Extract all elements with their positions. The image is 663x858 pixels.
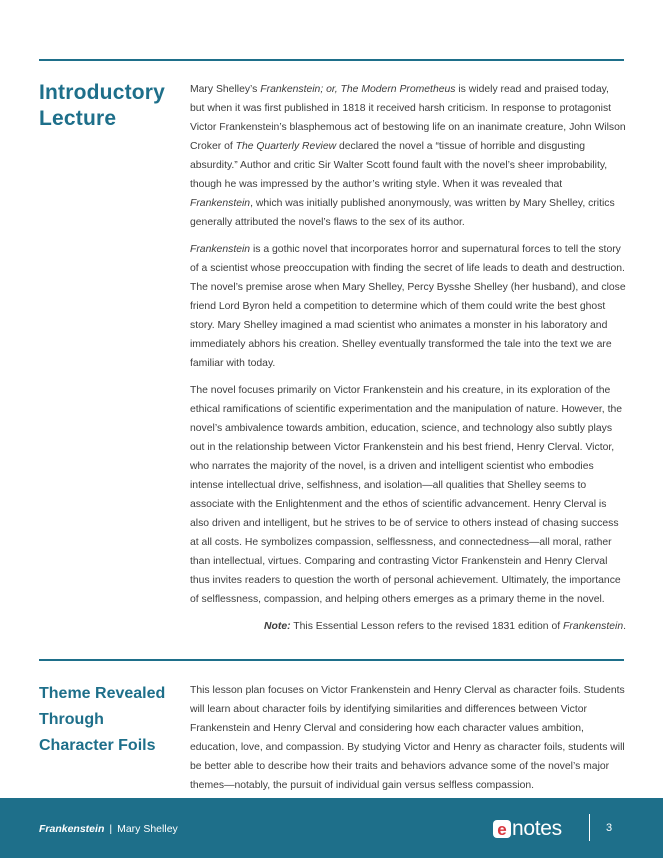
theme-revealed-body bbox=[190, 681, 626, 803]
enotes-logo bbox=[493, 816, 562, 842]
text-run: is widely read and praised today, but when it was first published in 1818 it received harsh criticism. In response to protagonist Victor Frankenstein’s blasphemous act of bestowing life on an inanimate creature, John Wilson Croker of bbox=[190, 84, 626, 152]
heading-line: Character Foils bbox=[39, 737, 156, 754]
introductory-lecture-body bbox=[190, 80, 626, 644]
note-text: This Essential Lesson refers to the revised 1831 edition of bbox=[290, 621, 564, 632]
paragraph bbox=[190, 240, 626, 373]
section-heading-theme-revealed bbox=[39, 681, 179, 759]
paragraph bbox=[190, 80, 626, 232]
heading-line: Through bbox=[39, 711, 104, 728]
text-run: declared the novel a “tissue of horrible and disgusting absurdity.” Author and critic Sir Walter Scott found fault with the novel’s sheer improbability, though he was impressed by the author’s writing style. When it was revealed that bbox=[190, 141, 608, 190]
page-number: 3 bbox=[606, 822, 613, 834]
italic-text: The Quarterly Review bbox=[235, 141, 337, 152]
paragraph bbox=[190, 381, 626, 609]
section-heading-introductory-lecture bbox=[39, 80, 179, 132]
footer-divider bbox=[589, 814, 590, 841]
top-divider bbox=[39, 59, 624, 61]
text-run: This lesson plan focuses on Victor Frankenstein and Henry Clerval as character foils. Students will learn about character foils by identifying similarities and differences between Victor Frankenstein and Henry Clerval and considering how each character values ambition, education, love, and compassion. By studying Victor and Henry as character foils, students will be better able to describe how their traits and behaviors advance some of the novel’s major themes—notably, the pursuit of individual gain versus selfless compassion. bbox=[190, 685, 625, 791]
enotes-logo-icon: e bbox=[493, 820, 511, 838]
heading-line: Lecture bbox=[39, 107, 117, 130]
text-run: The novel focuses primarily on Victor Frankenstein and his creature, in its exploration of the ethical ramifications of scientific experimentation and the manipulation of nature. However, the novel’s ambivalence towards ambition, education, science, and technology also subtly plays out in the relationship between Victor Frankenstein and his best friend, Henry Clerval. Victor, who narrates the majority of the novel, is a driven and intelligent scientist who embodies intense intellectual drive, selfishness, and isolation—all qualities that Shelley seems to associate with the Enlightenment and the ethos of scientific advancement. Henry Clerval is also driven and intelligent, but he strives to be of service to others instead of chasing success at all costs. He symbolizes compassion, selflessness, and connectedness—all moral, rather than intellectual, virtues. Comparing and contrasting Victor Frankenstein and Henry Clerval thus invites readers to question the worth of personal achievement. Ultimately, the importance of selflessness, compassion, and helping others emerges as a primary theme in the novel. bbox=[190, 385, 623, 605]
note-book-title: Frankenstein bbox=[563, 621, 624, 632]
footer-citation bbox=[39, 822, 178, 836]
italic-text: Frankenstein bbox=[190, 198, 251, 209]
text-run: , which was initially published anonymously, was written by Mary Shelley, critics generally attributed the novel’s flaws to the sex of its author. bbox=[190, 198, 615, 228]
text-run: is a gothic novel that incorporates horror and supernatural forces to tell the story of a scientist whose preoccupation with finding the secret of life leads to death and destruction. The novel’s premise arose when Mary Shelley, Percy Bysshe Shelley (her husband), and close friend Lord Byron held a competition to determine which of them could write the best ghost story. Mary Shelley imagined a mad scientist who animates a monster in his laboratory and immediately abhors his creation. Shelley eventually transformed the tale into the text we are familiar with today. bbox=[190, 244, 626, 369]
footer-book-title: Frankenstein bbox=[39, 823, 105, 835]
paragraph bbox=[190, 681, 626, 795]
footer-separator: | bbox=[109, 823, 113, 835]
note-end: . bbox=[623, 621, 626, 632]
footer-author: Mary Shelley bbox=[117, 823, 178, 835]
note-label: Note: bbox=[264, 621, 291, 632]
section-divider bbox=[39, 659, 624, 661]
italic-text: Frankenstein bbox=[190, 244, 251, 255]
text-run: Mary Shelley’s bbox=[190, 84, 261, 95]
heading-line: Introductory bbox=[39, 81, 166, 104]
italic-text: Frankenstein; or, The Modern Prometheus bbox=[260, 84, 456, 95]
enotes-logo-text: notes bbox=[512, 817, 562, 840]
page-footer bbox=[0, 798, 663, 858]
edition-note bbox=[190, 617, 626, 636]
heading-line: Theme Revealed bbox=[39, 685, 166, 702]
